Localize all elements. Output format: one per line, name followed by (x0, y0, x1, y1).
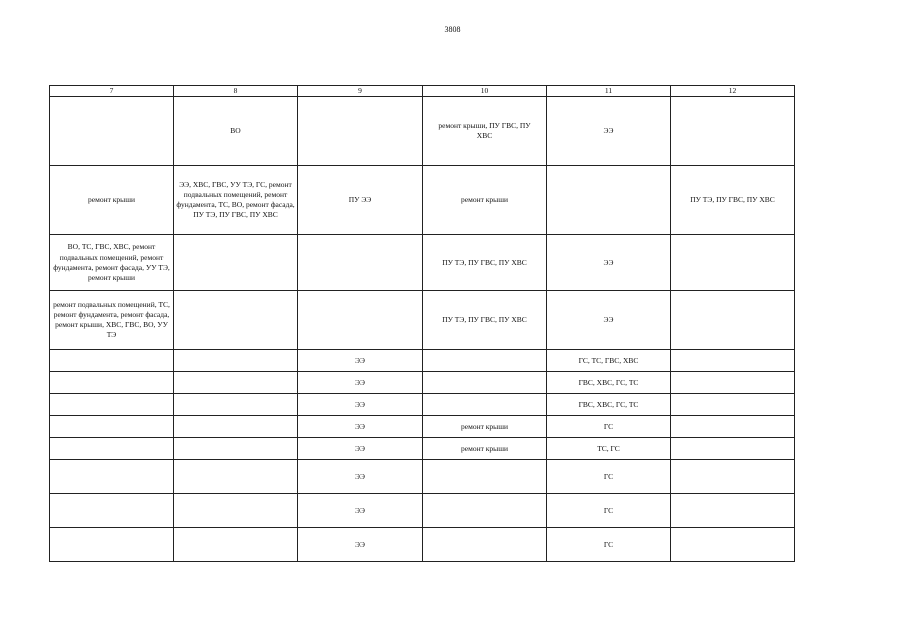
table-cell (423, 494, 547, 528)
table-cell: ГВС, ХВС, ГС, ТС (547, 372, 671, 394)
table-cell (174, 438, 298, 460)
page-number: 3808 (444, 25, 461, 34)
table-cell: ЭЭ (547, 235, 671, 291)
table-row (50, 291, 795, 350)
table-cell (671, 460, 795, 494)
table-cell (671, 528, 795, 562)
table-cell (174, 528, 298, 562)
table-cell: ремонт крыши (423, 416, 547, 438)
table-row (50, 460, 795, 494)
table-cell (423, 394, 547, 416)
table-cell: ЭЭ, ХВС, ГВС, УУ ТЭ, ГС, ремонт подвальных помещений, ремонт фундамента, ТС, ВО, ремонт фасада, ПУ ТЭ, ПУ ГВС, ПУ ХВС (174, 166, 298, 235)
table-cell (174, 494, 298, 528)
column-header: 10 (423, 86, 547, 97)
table-cell: ремонт крыши (423, 438, 547, 460)
table-cell (50, 460, 174, 494)
table-cell: ПУ ТЭ, ПУ ГВС, ПУ ХВС (671, 166, 795, 235)
table-cell (423, 372, 547, 394)
table-cell (671, 97, 795, 166)
table-cell (423, 350, 547, 372)
table-cell (298, 291, 423, 350)
table-cell (174, 372, 298, 394)
table-cell (50, 416, 174, 438)
table-cell (50, 394, 174, 416)
header-row (50, 86, 795, 97)
table-row (50, 97, 795, 166)
table-cell: ремонт крыши (50, 166, 174, 235)
table-cell: ВО (174, 97, 298, 166)
table-cell (423, 460, 547, 494)
table-cell (671, 494, 795, 528)
table-cell (50, 438, 174, 460)
table-cell: ГС, ТС, ГВС, ХВС (547, 350, 671, 372)
table-cell: ЭЭ (547, 97, 671, 166)
table-cell (671, 416, 795, 438)
table-cell (174, 291, 298, 350)
table-row (50, 350, 795, 372)
table-cell (50, 372, 174, 394)
table-cell (174, 460, 298, 494)
table-cell: ГС (547, 416, 671, 438)
table-cell (671, 438, 795, 460)
column-header: 9 (298, 86, 423, 97)
table-cell (50, 350, 174, 372)
table-cell: ЭЭ (298, 494, 423, 528)
table-cell (547, 166, 671, 235)
table-cell: ЭЭ (298, 438, 423, 460)
table-cell: ГС (547, 528, 671, 562)
table-cell: ПУ ТЭ, ПУ ГВС, ПУ ХВС (423, 291, 547, 350)
table-row (50, 438, 795, 460)
table-cell: ЭЭ (298, 460, 423, 494)
table-cell: ремонт крыши (423, 166, 547, 235)
table-row (50, 235, 795, 291)
table-cell: ГС (547, 494, 671, 528)
table-cell (174, 350, 298, 372)
column-header: 7 (50, 86, 174, 97)
table-cell (671, 372, 795, 394)
table-cell (50, 97, 174, 166)
table-cell (174, 394, 298, 416)
table-cell: ЭЭ (298, 350, 423, 372)
table-cell: ЭЭ (298, 416, 423, 438)
table-row (50, 394, 795, 416)
column-header: 8 (174, 86, 298, 97)
table-cell (298, 97, 423, 166)
table-cell (671, 350, 795, 372)
table-cell (671, 235, 795, 291)
column-header: 12 (671, 86, 795, 97)
column-header: 11 (547, 86, 671, 97)
table-cell: ЭЭ (298, 528, 423, 562)
table-cell (671, 394, 795, 416)
table-cell: ВО, ТС, ГВС, ХВС, ремонт подвальных помещений, ремонт фундамента, ремонт фасада, УУ ТЭ, ремонт крыши (50, 235, 174, 291)
table-row (50, 528, 795, 562)
table-cell (298, 235, 423, 291)
table-cell: ремонт подвальных помещений, ТС, ремонт фундамента, ремонт фасада, ремонт крыши, ХВС, ГВС, ВО, УУ ТЭ (50, 291, 174, 350)
table-cell (423, 528, 547, 562)
table-cell (50, 494, 174, 528)
table-cell: ПУ ТЭ, ПУ ГВС, ПУ ХВС (423, 235, 547, 291)
table-cell: ЭЭ (547, 291, 671, 350)
table-cell: ЭЭ (298, 372, 423, 394)
table-cell: ГС (547, 460, 671, 494)
table-row (50, 416, 795, 438)
table-cell (50, 528, 174, 562)
table-cell (174, 416, 298, 438)
table-cell: ТС, ГС (547, 438, 671, 460)
table-cell: ПУ ЭЭ (298, 166, 423, 235)
table-cell: ремонт крыши, ПУ ГВС, ПУ ХВС (423, 97, 547, 166)
table-row (50, 166, 795, 235)
table-row (50, 494, 795, 528)
table-cell (174, 235, 298, 291)
data-table (49, 85, 795, 562)
table-row (50, 372, 795, 394)
table-cell: ЭЭ (298, 394, 423, 416)
table-cell: ГВС, ХВС, ГС, ТС (547, 394, 671, 416)
table-cell (671, 291, 795, 350)
